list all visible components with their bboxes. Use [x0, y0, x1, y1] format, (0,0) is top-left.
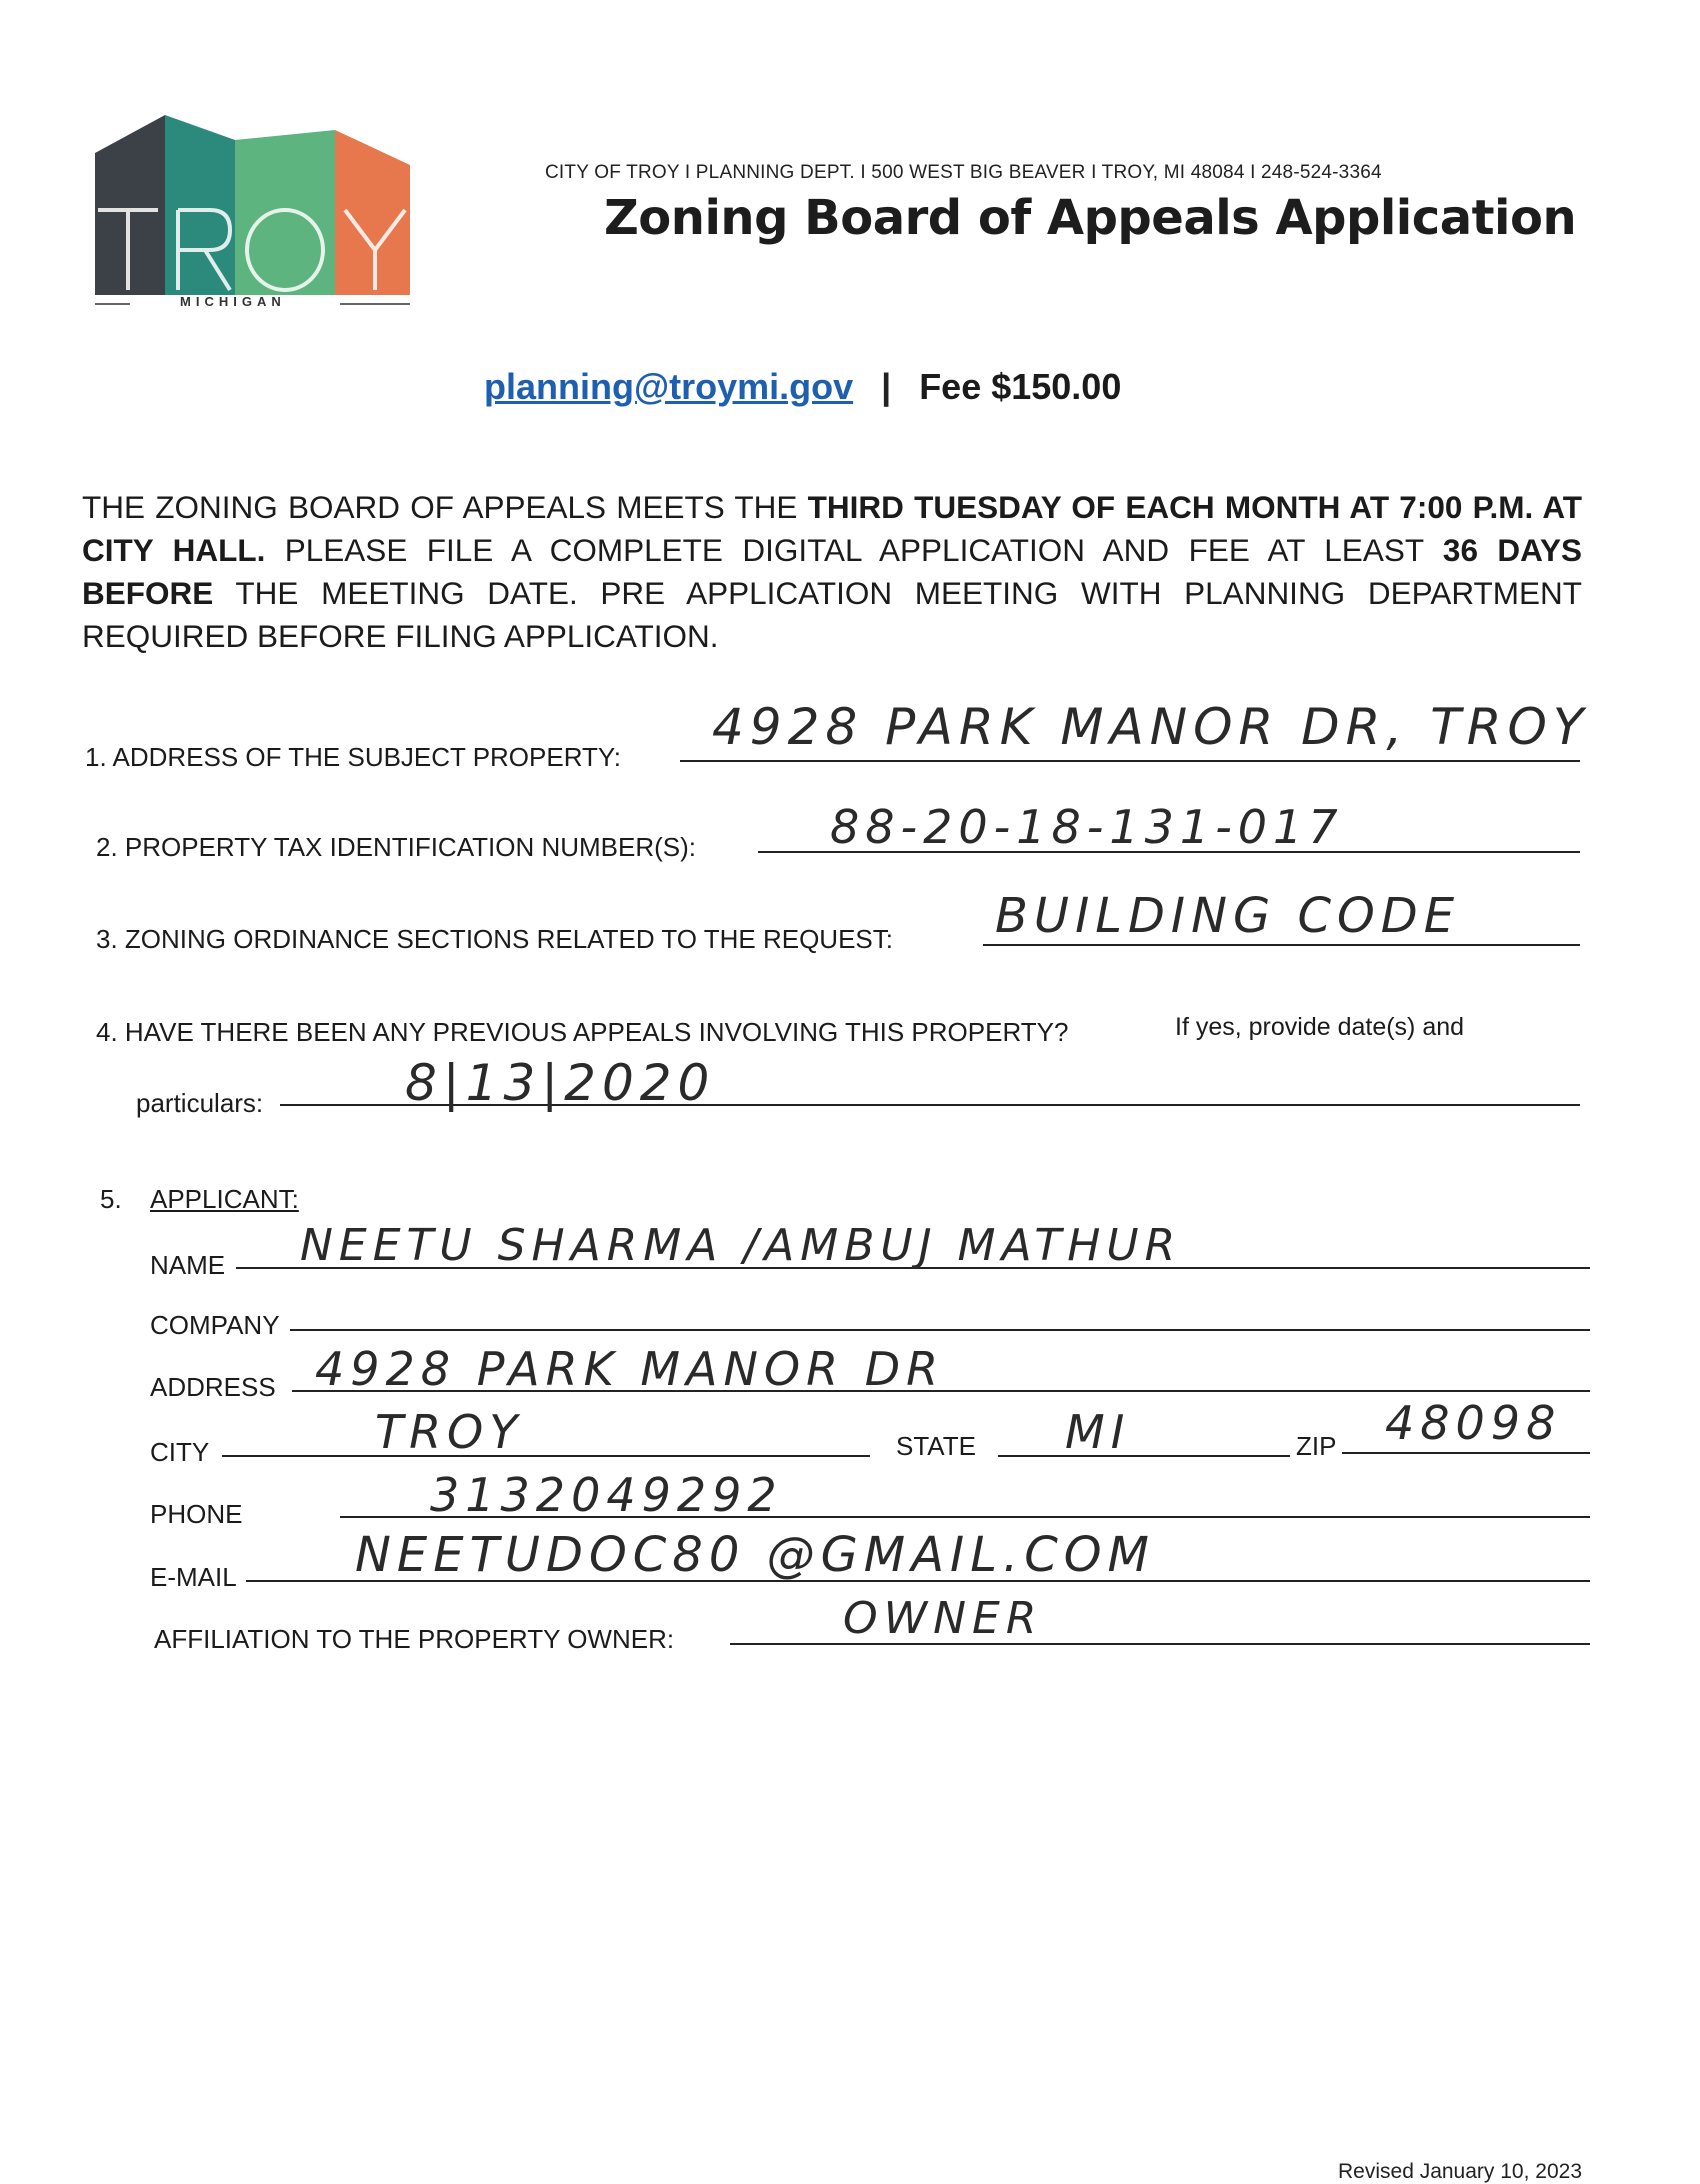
q3-value[interactable]: BUILDING CODE	[995, 888, 1461, 944]
company-label: COMPANY	[150, 1310, 280, 1340]
q3-line	[983, 944, 1580, 946]
contact-fee-row	[484, 366, 1121, 408]
city-label: CITY	[150, 1437, 210, 1467]
q2-label: 2. PROPERTY TAX IDENTIFICATION NUMBER(S):	[96, 832, 697, 862]
zip-value[interactable]: 48098	[1385, 1396, 1562, 1450]
phone-label: PHONE	[150, 1499, 243, 1529]
name-value[interactable]: NEETU SHARMA /AMBUJ MATHUR	[300, 1220, 1182, 1271]
city-value[interactable]: TROY	[375, 1405, 524, 1459]
logo-graphic	[90, 115, 415, 315]
q1-label: 1. ADDRESS OF THE SUBJECT PROPERTY:	[85, 742, 622, 772]
q5-label: APPLICANT:	[150, 1184, 299, 1214]
email-value[interactable]: NEETUDOC80 @GMAIL.COM	[355, 1527, 1155, 1583]
address-label: ADDRESS	[150, 1372, 276, 1402]
q4-label: 4. HAVE THERE BEEN ANY PREVIOUS APPEALS INVOLVING THIS PROPERTY?	[96, 1017, 1069, 1047]
state-label: STATE	[896, 1431, 976, 1461]
q2-value[interactable]: 88-20-18-131-017	[830, 800, 1344, 854]
affiliation-value[interactable]: OWNER	[843, 1593, 1043, 1644]
zip-label: ZIP	[1296, 1431, 1337, 1461]
q4-hint: If yes, provide date(s) and	[1175, 1013, 1465, 1041]
address-value[interactable]: 4928 PARK MANOR DR	[315, 1342, 945, 1396]
intro-paragraph	[82, 486, 1582, 658]
email-label: E-MAIL	[150, 1562, 237, 1592]
city-line	[222, 1455, 870, 1457]
intro-text: THE MEETING DATE. PRE APPLICATION MEETING WITH PLANNING DEPARTMENT REQUIRED BEFORE FILING APPLICATION.	[82, 575, 1582, 654]
planning-email-link[interactable]: planning@troymi.gov	[484, 366, 854, 407]
state-line	[998, 1455, 1290, 1457]
revision-date: Revised January 10, 2023	[1338, 2160, 1582, 2183]
page-title: Zoning Board of Appeals Application	[604, 190, 1577, 246]
intro-text: THE ZONING BOARD OF APPEALS MEETS THE	[82, 489, 808, 525]
intro-deadline: 36 DAYS BEFORE	[82, 532, 1583, 611]
q3-label: 3. ZONING ORDINANCE SECTIONS RELATED TO THE REQUEST:	[96, 924, 893, 954]
company-line	[290, 1329, 1590, 1331]
q4-particulars-label: particulars:	[136, 1088, 264, 1118]
logo-teal-house	[165, 115, 235, 295]
affiliation-label: AFFILIATION TO THE PROPERTY OWNER:	[154, 1624, 675, 1654]
intro-text: PLEASE FILE A COMPLETE DIGITAL APPLICATION AND FEE AT LEAST	[265, 532, 1443, 568]
intro-meeting-time: THIRD TUESDAY OF EACH MONTH AT 7:00 P.M. AT CITY HALL.	[82, 489, 1582, 568]
dept-contact-line: CITY OF TROY I PLANNING DEPT. I 500 WEST BIG BEAVER I TROY, MI 48084 I 248-524-3364	[545, 162, 1382, 183]
q5-number: 5.	[100, 1184, 122, 1214]
name-label: NAME	[150, 1250, 226, 1280]
q4-value[interactable]: 8|13|2020	[405, 1054, 716, 1112]
logo-state-text: MICHIGAN	[180, 294, 286, 309]
zip-line	[1342, 1452, 1590, 1454]
troy-logo	[90, 115, 415, 315]
state-value[interactable]: MI	[1065, 1405, 1131, 1459]
q1-value[interactable]: 4928 PARK MANOR DR, TROY	[712, 698, 1590, 756]
q1-line	[680, 760, 1580, 762]
phone-value[interactable]: 3132049292	[430, 1468, 783, 1522]
fee-label: Fee $150.00	[919, 366, 1122, 407]
separator: |	[881, 366, 892, 407]
